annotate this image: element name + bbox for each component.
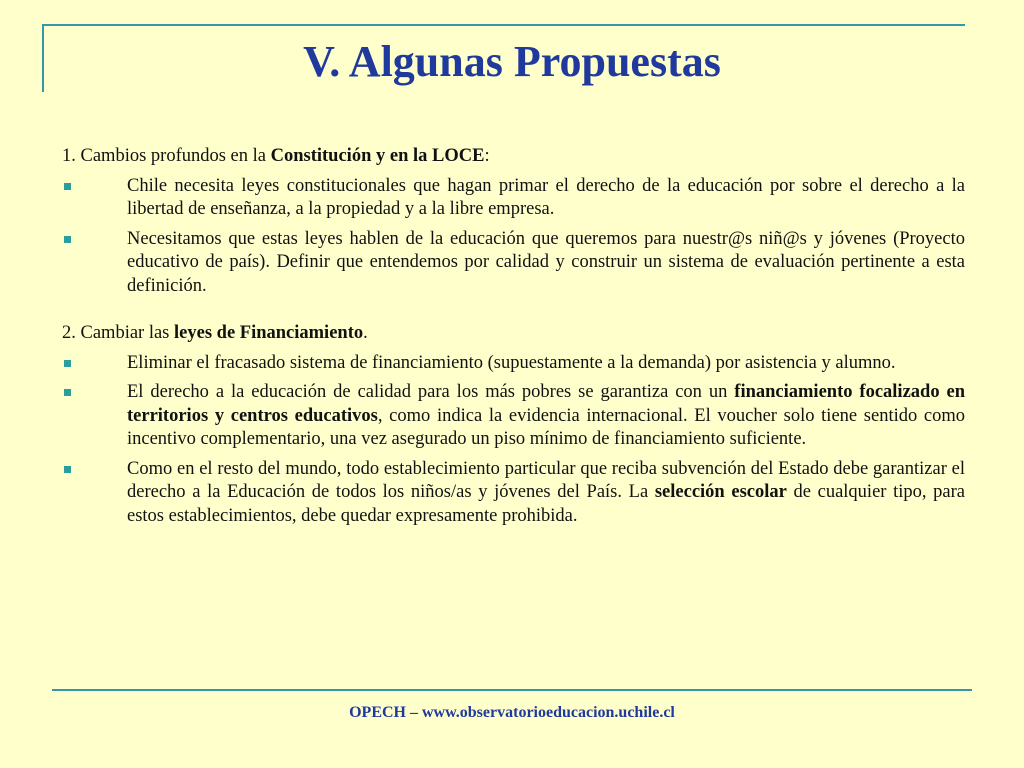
section-2-heading-prefix: 2. Cambiar las bbox=[62, 323, 175, 343]
bullet-text: Eliminar el fracasado sistema de financiamiento (supuestamente a la demanda) por asistencia y alumno. bbox=[127, 352, 896, 373]
section-1-bullet-1 bbox=[62, 175, 965, 222]
section-2-bullet-2 bbox=[62, 381, 965, 452]
bullet-text-pre: Como en el resto del mundo, todo establecimiento particular que reciba subvención del Estado debe garantizar el derecho a la Educación de todos los niños/as y jóvenes del País. La bbox=[127, 458, 965, 502]
title-frame-top-line bbox=[42, 24, 965, 26]
square-bullet-icon bbox=[64, 466, 71, 473]
section-1-bullet-2 bbox=[62, 228, 965, 299]
bullet-text-pre: El derecho a la educación de calidad para los más pobres se garantiza con un bbox=[127, 382, 735, 402]
section-1-heading-suffix: : bbox=[484, 146, 490, 166]
section-1-heading-prefix: 1. Cambios profundos en la bbox=[62, 146, 271, 166]
section-2-heading bbox=[62, 322, 965, 346]
section-2-bullet-1 bbox=[62, 352, 965, 376]
bullet-text: Chile necesita leyes constitucionales que hagan primar el derecho de la educación por sobre el derecho a la libertad de enseñanza, a la propiedad y a la libre empresa. bbox=[127, 175, 965, 219]
slide-body bbox=[62, 145, 965, 528]
section-2-heading-suffix: . bbox=[363, 323, 368, 343]
section-2-bullet-3 bbox=[62, 458, 965, 529]
section-1-heading-bold: Constitución y en la LOCE bbox=[270, 146, 485, 166]
section-2-heading-bold: leyes de Financiamiento bbox=[174, 323, 364, 343]
bullet-text: Necesitamos que estas leyes hablen de la educación que queremos para nuestr@s niñ@s y jóvenes (Proyecto educativo de país). Definir que entendemos por calidad y construir un sistema de evaluación pertinente a esta definición. bbox=[127, 228, 965, 296]
footer-divider bbox=[52, 689, 972, 691]
footer-text: OPECH – www.observatorioeducacion.uchile.cl bbox=[349, 704, 675, 721]
bullet-text-post: , como indica la evidencia internacional. El voucher solo tiene sentido como incentivo complementario, una vez asegurado un piso mínimo de financiamiento suficiente. bbox=[127, 405, 966, 449]
bullet-text-post: de cualquier tipo, para estos establecimientos, debe quedar expresamente prohibida. bbox=[127, 482, 965, 526]
square-bullet-icon bbox=[64, 389, 71, 396]
slide-title: V. Algunas Propuestas bbox=[303, 37, 721, 86]
square-bullet-icon bbox=[64, 360, 71, 367]
section-1-heading bbox=[62, 145, 965, 169]
square-bullet-icon bbox=[64, 183, 71, 190]
square-bullet-icon bbox=[64, 236, 71, 243]
bullet-text-bold: selección escolar bbox=[654, 482, 787, 502]
bullet-text-bold: financiamiento focalizado en territorios y centros educativos bbox=[127, 382, 965, 426]
